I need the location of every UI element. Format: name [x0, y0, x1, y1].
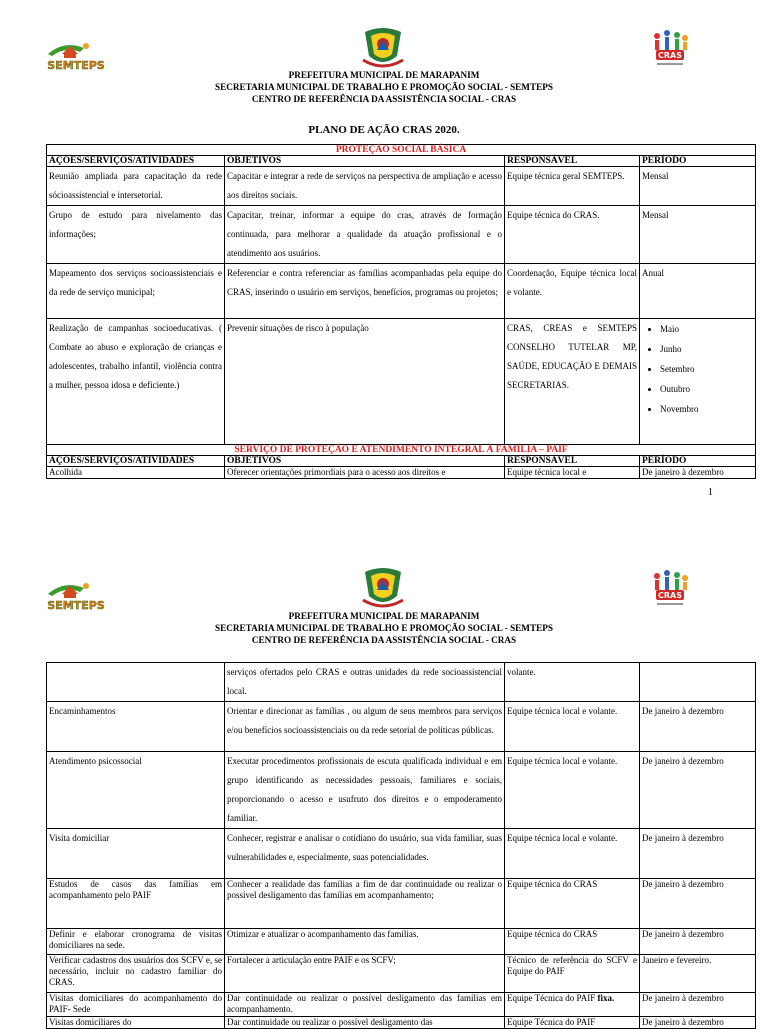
- periodo-cell: [640, 319, 756, 445]
- table-row: [47, 319, 756, 445]
- table-row: [47, 752, 756, 829]
- acao-cell: [47, 663, 225, 702]
- semteps-logo: [44, 38, 108, 72]
- section-header-row: [47, 145, 756, 156]
- responsavel-cell: Equipe técnica local e volante.: [505, 829, 640, 879]
- responsavel-cell: Equipe técnica local e volante.: [505, 752, 640, 829]
- periodo-cell: [640, 663, 756, 702]
- responsavel-cell: Equipe técnica do CRAS: [505, 879, 640, 929]
- column-header-acoes: AÇÕES/SERVIÇOS/ATIVIDADES: [47, 456, 225, 467]
- cras-logo: [647, 28, 693, 70]
- table-row: [47, 929, 756, 955]
- table-row: [47, 879, 756, 929]
- section-title-protecao-basica: PROTEÇÃO SOCIAL BÁSICA: [47, 145, 756, 156]
- column-header-objetivos: OBJETIVOS: [225, 456, 505, 467]
- action-plan-table-page1: [46, 144, 756, 479]
- responsavel-cell: Coordenação, Equipe técnica local e volante.: [505, 264, 640, 319]
- list-item: • Novembro: [660, 399, 753, 419]
- header-line-cras: CENTRO DE REFERÊNCIA DA ASSISTÊNCIA SOCIAL - CRAS: [251, 94, 517, 104]
- responsavel-cell: Técnico de referência do SCFV e Equipe do PAIF: [505, 955, 640, 993]
- responsavel-cell: Equipe técnica local e volante.: [505, 702, 640, 752]
- table-row: [47, 264, 756, 319]
- table-row: [47, 206, 756, 264]
- objetivo-cell: Dar continuidade ou realizar o possível desligamento das famílias em acompanhamento.: [225, 993, 505, 1017]
- objetivo-cell: Capacitar e integrar a rede de serviços na perspectiva de ampliação e acesso aos direitos sociais.: [225, 167, 505, 206]
- periodo-cell: Anual: [640, 264, 756, 319]
- document-page-2: [0, 540, 768, 1027]
- column-header-responsavel: RESPONSÁVEL: [505, 456, 640, 467]
- cras-logo: [647, 568, 693, 610]
- table-row: [47, 702, 756, 752]
- periodo-cell: Mensal: [640, 206, 756, 264]
- municipal-coat-of-arms: [357, 26, 409, 70]
- semteps-logo: [44, 578, 108, 612]
- table-row: [47, 955, 756, 993]
- list-item: • Setembro: [660, 359, 753, 379]
- periodo-cell: Janeiro e fevereiro.: [640, 955, 756, 993]
- municipal-coat-of-arms: [357, 566, 409, 610]
- acao-cell: Visita domiciliar: [47, 829, 225, 879]
- semteps-logo-text: SEMTEPS: [47, 599, 105, 612]
- header-line-secretaria: SECRETARIA MUNICIPAL DE TRABALHO E PROMOÇÃO SOCIAL - SEMTEPS: [215, 623, 553, 633]
- acao-cell: Reunião ampliada para capacitação da rede sócioassistencial e intersetorial.: [47, 167, 225, 206]
- objetivo-cell: Otimizar e atualizar o acompanhamento das famílias.: [225, 929, 505, 955]
- periodo-cell: De janeiro à dezembro: [640, 702, 756, 752]
- column-header-row: [47, 456, 756, 467]
- periodo-cell: Mensal: [640, 167, 756, 206]
- list-item: • Junho: [660, 339, 753, 359]
- responsavel-cell: CRAS, CREAS e SEMTEPS CONSELHO TUTELAR MP, SAÚDE, EDUCAÇÃO E DEMAIS SECRETARIAS.: [505, 319, 640, 445]
- responsavel-text: Equipe Técnica do PAIF: [507, 993, 596, 1003]
- responsavel-cell: [505, 993, 640, 1017]
- acao-cell: Visitas domiciliares do acompanhamento do PAIF- Sede: [47, 993, 225, 1017]
- responsavel-cell: Equipe Técnica do PAIF: [505, 1017, 640, 1029]
- list-item: • Outubro: [660, 379, 753, 399]
- column-header-acoes: AÇÕES/SERVIÇOS/ATIVIDADES: [47, 156, 225, 167]
- responsavel-cell: Equipe técnica do CRAS: [505, 929, 640, 955]
- responsavel-cell: Equipe técnica local e: [505, 467, 640, 479]
- objetivo-cell: Fortalecer a articulação entre PAIF e os SCFV;: [225, 955, 505, 993]
- objetivo-cell: Conhecer, registrar e analisar o cotidiano do usuário, sua vida familiar, suas vulnerabilidades e, especialmente, suas potencialidades.: [225, 829, 505, 879]
- semteps-logo-text: SEMTEPS: [47, 59, 105, 72]
- periodo-cell: De janeiro à dezembro: [640, 752, 756, 829]
- responsavel-cell: volante.: [505, 663, 640, 702]
- header-line-cras: CENTRO DE REFERÊNCIA DA ASSISTÊNCIA SOCIAL - CRAS: [251, 635, 517, 645]
- section-title-paif: SERVIÇO DE PROTEÇÃO E ATENDIMENTO INTEGRAL À FAMÍLIA – PAIF: [47, 445, 756, 456]
- acao-cell: Definir e elaborar cronograma de visitas domiciliares na sede.: [47, 929, 225, 955]
- acao-cell: Verificar cadastros dos usuários dos SCFV e, se necessário, incluir no cadastro familiar do CRAS.: [47, 955, 225, 993]
- periodo-cell: De janeiro à dezembro: [640, 829, 756, 879]
- column-header-periodo: PERÍODO: [640, 156, 756, 167]
- objetivo-cell: Orientar e direcionar as famílias , ou algum de seus membros para serviços e/ou benefícios socioassistenciais ou da rede setorial de políticas públicas.: [225, 702, 505, 752]
- acao-cell: Estudos de casos das famílias em acompanhamento pelo PAIF: [47, 879, 225, 929]
- acao-cell: Visitas domiciliares do: [47, 1017, 225, 1029]
- column-header-responsavel: RESPONSÁVEL: [505, 156, 640, 167]
- objetivo-cell: Referenciar e contra referenciar as famílias acompanhadas pela equipe do CRAS, inserindo o usuário em serviços, benefícios, programas ou projetos;: [225, 264, 505, 319]
- acao-cell: Atendimento psicossocial: [47, 752, 225, 829]
- periodo-cell: De janeiro à dezembro: [640, 929, 756, 955]
- header-line-prefeitura: PREFEITURA MUNICIPAL DE MARAPANIM: [288, 70, 480, 80]
- acao-cell: Acolhida: [47, 467, 225, 479]
- table-row: [47, 829, 756, 879]
- acao-cell: Realização de campanhas socioeducativas. ( Combate ao abuso e exploração de crianças e adolescentes, trabalho infantil, violência contra a mulher, pessoa idosa e deficiente.): [47, 319, 225, 445]
- period-list: [642, 319, 753, 419]
- objetivo-cell: Executar procedimentos profissionais de escuta qualificada individual e em grupo identificando as necessidades pessoais, familiares e sociais, proporcionando o acesso e usufruto dos direitos e o empoderamento familiar.: [225, 752, 505, 829]
- periodo-cell: De janeiro à dezembro: [640, 1017, 756, 1029]
- section-header-row: [47, 445, 756, 456]
- list-item: • Maio: [660, 319, 753, 339]
- column-header-objetivos: OBJETIVOS: [225, 156, 505, 167]
- objetivo-cell: serviços ofertados pelo CRAS e outras unidades da rede socioassistencial local.: [225, 663, 505, 702]
- objetivo-cell: Oferecer orientações primordiais para o acesso aos direitos e: [225, 467, 505, 479]
- responsavel-cell: Equipe técnica geral SEMTEPS.: [505, 167, 640, 206]
- acao-cell: Encaminhamentos: [47, 702, 225, 752]
- table-row: [47, 1017, 756, 1029]
- table-row: [47, 663, 756, 702]
- table-row: [47, 167, 756, 206]
- objetivo-cell: Prevenir situações de risco à população: [225, 319, 505, 445]
- objetivo-cell: Capacitar, treinar, informar a equipe do cras, através de formação continuada, para melhorar a qualidade da atuação profissional e o atendimento aos usuários.: [225, 206, 505, 264]
- table-row: [47, 993, 756, 1017]
- periodo-cell: De janeiro à dezembro: [640, 879, 756, 929]
- acao-cell: Mapeamento dos serviços socioassistenciais e da rede de serviço municipal;: [47, 264, 225, 319]
- responsavel-cell: Equipe técnica do CRAS.: [505, 206, 640, 264]
- periodo-cell: De janeiro à dezembro: [640, 993, 756, 1017]
- acao-cell: Grupo de estudo para nivelamento das informações;: [47, 206, 225, 264]
- plan-title: PLANO DE AÇÃO CRAS 2020.: [308, 124, 460, 136]
- action-plan-table-page2: [46, 662, 756, 1029]
- page-number: 1: [708, 487, 713, 498]
- periodo-cell: De janeiro à dezembro: [640, 467, 756, 479]
- cras-logo-text: CRAS: [658, 591, 682, 600]
- column-header-row: [47, 156, 756, 167]
- objetivo-cell: Dar continuidade ou realizar o possível desligamento das: [225, 1017, 505, 1029]
- header-line-prefeitura: PREFEITURA MUNICIPAL DE MARAPANIM: [288, 611, 480, 621]
- cras-logo-text: CRAS: [658, 51, 682, 60]
- table-row: [47, 467, 756, 479]
- objetivo-cell: Conhecer a realidade das famílias a fim de dar continuidade ou realizar o possível desligamento das famílias em acompanhamento;: [225, 879, 505, 929]
- responsavel-bold-text: fixa.: [597, 993, 615, 1003]
- header-line-secretaria: SECRETARIA MUNICIPAL DE TRABALHO E PROMOÇÃO SOCIAL - SEMTEPS: [215, 82, 553, 92]
- column-header-periodo: PERÍODO: [640, 456, 756, 467]
